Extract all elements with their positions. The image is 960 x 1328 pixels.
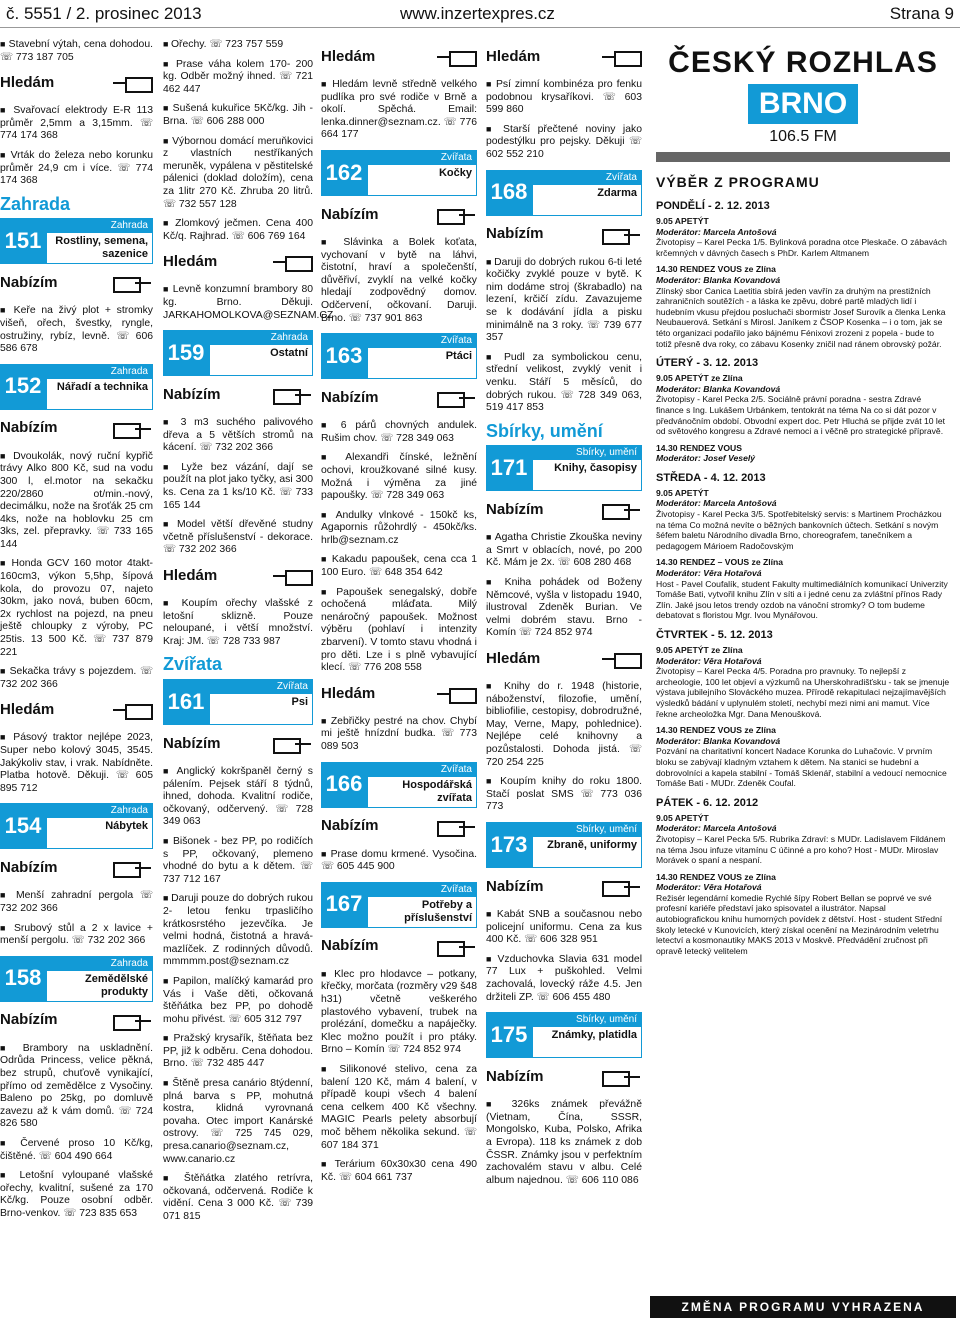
page-number: Strana 9 xyxy=(889,4,954,23)
section-nabizim xyxy=(486,1066,642,1088)
section-nabizim xyxy=(0,272,153,294)
ad-item: ■ Kniha pohádek od Boženy Němcové, vyšla v listopadu 1940, ilustroval Zdeněk Burian. Ve velmi dobrém stavu. Brno - Komín ☏ 724 852 974 xyxy=(486,576,642,640)
ad-item: ■ Lyže bez vázání, dají se použít na plot jako tyčky, asi 300 ks. Cena za 1 ks/10 Kč. ☏ 733 165 144 xyxy=(163,461,313,512)
arrow-out-icon xyxy=(113,275,153,291)
rubric-body xyxy=(46,218,153,264)
arrow-out-icon xyxy=(437,207,477,223)
section-nabizim xyxy=(321,816,477,838)
slot-time: 14.30 RENDEZ VOUS xyxy=(656,442,742,453)
rubric-category: Sbírky, umění xyxy=(533,446,641,460)
rubric-body xyxy=(46,956,153,1002)
ad-item: ■ Pudl za symbolickou cenu, střední velikost, zvyklý venit i venku. Stáří 5 měsíců, do dobrých rukou. ☏ 728 349 063, 519 417 853 xyxy=(486,351,642,415)
section-nabizim xyxy=(163,384,313,406)
ad-item: ■ Brambory na uskladnění. Odrůda Princess, velice pěkná, bez strupů, chuťově vynikající, přímo od zemědělce z Vysočiny. Baleno po 25kg, po domluvě zavezu až k vám domů. ☏ 724 826 580 xyxy=(0,1042,153,1131)
rubric-173 xyxy=(486,822,642,868)
rubric-171 xyxy=(486,445,642,491)
section-hledam xyxy=(0,699,153,721)
section-nabizim xyxy=(321,936,477,958)
program-slot xyxy=(656,488,950,552)
ad-item: ■ Dvoukolák, nový ruční kypřič trávy Alko 800 Kč, sud na vodu 300 l, el.motor na sekačku 220/2860 ot/min.-nový, decimálku, nože na šroťák 25 cm 4ks, nože na hoblovku 25 cm 3ks, zel. přepravky. ☏ 733 165 144 xyxy=(0,450,153,552)
rubric-body xyxy=(532,445,642,491)
section-hledam xyxy=(486,46,642,68)
arrow-out-icon xyxy=(437,939,477,955)
arrow-out-icon xyxy=(273,736,313,752)
slot-moderator: Moderátor: Věra Hotařová xyxy=(656,882,762,893)
rubric-158 xyxy=(0,956,153,1002)
ad-item: ■ Slávinka a Bolek koťata, vychovaní v bytě na láhvi, čistotní, hraví a společenští, důvěřiví, zvyklí na velké kočky hledají zodpovědný domov. Odčervení, očkovaní. Daruji. Brno. ☏ 737 901 863 xyxy=(321,236,477,325)
section-label: Hledám xyxy=(0,73,55,91)
rubric-title: Potřeby a příslušenství xyxy=(404,898,472,924)
ad-item: ■ Štěně presa canário 8týdenní, plná barva s PP, mohutná kostra, klidná vyrovnaná povaha. Otec import Kanárské ostrovy. ☏ 725 745 029, presa.canario@seznam.cz, www.canario.cz xyxy=(163,1077,313,1166)
program-slot xyxy=(656,216,950,258)
radio-logo: ČESKÝ ROZHLAS xyxy=(668,46,938,79)
ad-item: ■ Vrták do železa nebo korunku průměr 24,9 cm i více. ☏ 774 174 368 xyxy=(0,149,153,188)
section-label: Hledám xyxy=(163,566,218,584)
slot-moderator: Moderátor: Věra Hotařová xyxy=(656,568,762,579)
section-label: Nabízím xyxy=(0,419,58,437)
ad-item: ■ Koupím ořechy vlašské z letošní sklizně. Pouze neloupané, i větší množství. Kraj: JM. ☏ 728 733 987 xyxy=(163,597,313,648)
rubric-title: Nářadí a technika xyxy=(56,380,148,393)
rubric-title: Rostliny, semena, sazenice xyxy=(55,235,148,261)
rubric-number: 175 xyxy=(486,1012,532,1058)
arrow-in-icon xyxy=(273,568,313,584)
program-slot xyxy=(656,813,950,866)
ad-item: ■ Zlomkový ječmen. Cena 400 Kč/q. Rajhrad. ☏ 606 769 164 xyxy=(163,217,313,243)
section-label: Hledám xyxy=(0,701,55,719)
rubric-category: Sbírky, umění xyxy=(533,1013,641,1027)
program-slot xyxy=(656,373,950,437)
rubric-category: Zahrada xyxy=(210,331,312,345)
rubric-number: 158 xyxy=(0,956,46,1002)
ad-item: ■ Ořechy. ☏ 723 757 559 xyxy=(163,38,313,52)
arrow-out-icon xyxy=(602,879,642,895)
rubric-body xyxy=(532,170,642,216)
rubric-title: Kočky xyxy=(438,166,472,179)
program-day: PÁTEK - 6. 12. 2012 xyxy=(656,796,759,809)
slot-time: 14.30 RENDEZ VOUS ze Zlína xyxy=(656,725,776,736)
ad-item: ■ Terárium 60x30x30 cena 490 Kč. ☏ 604 661 737 xyxy=(321,1158,477,1184)
rubric-category: Zvířata xyxy=(368,334,476,348)
ad-item: ■ Daruji pouze do dobrých rukou 2- letou fenku trpasličího krátkosrstého jezevčíka. Je velmi hodná, čistotná a hravá-mazlíček. Z rodinných důvodů. mmmmm.post@seznam.cz xyxy=(163,892,313,969)
arrow-in-icon xyxy=(437,686,477,702)
ad-item: ■ Levně konzumní brambory 80 kg. Brno. Děkuji. JARKAHOMOLKOVA@SEZNAM.CZ xyxy=(163,283,313,322)
ad-item: ■ Stavební výtah, cena dohodou. ☏ 773 187 705 xyxy=(0,38,153,64)
rubric-category: Zahrada xyxy=(47,219,152,233)
ad-item: ■ 326ks známek převážně (Vietnam, Čína, SSSR, Mongolsko, Kuba, Polsko, Afrika a Evropa). 118 ks známek z dob ČSSR. Známky jsou v perfektním zachovalém stavu v albu. Celé album najednou. ☏ 606 110 086 xyxy=(486,1098,642,1187)
ad-item: ■ Klec pro hlodavce – potkany, křečky, morčata (rozměry v29 š48 h31) včetně veškerého plastového vybavení, trubek na prolézání, domečku a napáječky. Klec možno použít i pro ptáky. Brno – Komín ☏ 724 852 974 xyxy=(321,968,477,1057)
ad-item: ■ 6 párů chovných andulek. Rušim chov. ☏ 728 349 063 xyxy=(321,419,477,445)
rubric-title: Psi xyxy=(291,696,308,708)
slot-description: Režisér legendární komedie Rychlé šípy Robert Bellan se poprvé ve své profesní kariéře představí jako spisovatel a ilustrátor. Napsal autobiografickou knihu humorných povídek z dětství. Host - student Střední školy letecké v Kunovicích, který získal ocenění na Mezinárodním veletrhu letectví a kosmonautiky MAKS 2013 v Moskvě. Předvádění zručnost při opravě letecký velitelem xyxy=(656,892,943,956)
rubric-159 xyxy=(163,330,313,376)
ad-item: ■ Alexandři čínské, ležnění ochovi, kroužkované silné kusy. Možná i výměna za jiné papoušky. ☏ 728 349 063 xyxy=(321,451,477,502)
rubric-number: 166 xyxy=(321,762,367,808)
ad-item: ■ Anglický kokršpaněl černý s pálením. Pejsek stáří 8 týdnů, ihned, dohoda. Kvalitní rodiče, očkovaný, odčervený. ☏ 728 349 063 xyxy=(163,765,313,829)
slot-moderator: Moderátor: Marcela Antošová xyxy=(656,823,777,834)
rubric-number: 162 xyxy=(321,150,367,196)
arrow-out-icon xyxy=(273,387,313,403)
arrow-out-icon xyxy=(113,1013,153,1029)
section-nabizim xyxy=(486,224,642,246)
arrow-out-icon xyxy=(437,819,477,835)
rubric-body xyxy=(367,150,477,196)
section-nabizim xyxy=(486,876,642,898)
category-heading: Zvířata xyxy=(163,654,223,675)
rubric-body xyxy=(209,679,313,725)
ad-item: ■ Koupím knihy do roku 1800. Stačí poslat SMS ☏ 773 036 773 xyxy=(486,775,642,814)
rubric-category: Zahrada xyxy=(47,957,152,971)
ad-item: ■ Papoušek senegalský, dobře ochočená mláďata. Milý nenáročný papoušek. Možnost výběru (pohlaví i intenzity zbarvení). V tomto stavu vhodná i pro děti. Lze i s plně vybavující klecí. ☏ 776 208 558 xyxy=(321,586,477,675)
column-3 xyxy=(321,38,477,1324)
arrow-in-icon xyxy=(602,49,642,65)
category-heading: Sbírky, umění xyxy=(486,420,603,441)
section-label: Nabízím xyxy=(0,274,58,292)
section-hledam xyxy=(163,251,313,273)
rubric-number: 151 xyxy=(0,218,46,264)
program-day: ČTVRTEK - 5. 12. 2013 xyxy=(656,629,773,641)
ad-item: ■ Zebřičky pestré na chov. Chybí mi ještě hnízdní budka. ☏ 773 089 503 xyxy=(321,715,477,754)
rubric-166 xyxy=(321,762,477,808)
slot-time: 9.05 APETÝT xyxy=(656,216,709,226)
section-hledam xyxy=(486,648,642,670)
ad-item: ■ Štěňátka zlatého retrívra, očkovaná, odčervená. Rodiče k vidění. Cena 3 000 Kč. ☏ 739 071 815 xyxy=(163,1172,313,1223)
category-heading: Zahrada xyxy=(0,193,71,214)
rubric-category: Zahrada xyxy=(47,804,152,818)
rubric-body xyxy=(367,762,477,808)
slot-description: Životopisy - Karel Pecka 2/5. Sociálně právní poradna - sestra Zdravé finance s Ing. Lukášem Urbánkem, tentokrát na téma Na co si dát pozor v předvánočním období. Obvodní expert doc. Petr Hluchá se přijde zvát 10 let od světového kongresu a Zdravé nemoci a i věčně pro strategické přípravě. xyxy=(656,394,946,437)
column-2 xyxy=(163,38,334,1324)
rubric-category: Zahrada xyxy=(47,365,152,379)
section-label: Hledám xyxy=(486,47,541,65)
rubric-title: Zemědělské produkty xyxy=(85,972,148,998)
program-footer: ZMĚNA PROGRAMU VYHRAZENA xyxy=(650,1296,956,1318)
slot-moderator: Moderátor: Blanka Kovandová xyxy=(656,383,781,394)
section-label: Nabízím xyxy=(0,859,58,877)
slot-time: 14.30 RENDEZ – VOUS ze Zlína xyxy=(656,557,784,568)
rubric-number: 154 xyxy=(0,803,46,849)
rubric-161 xyxy=(163,679,313,725)
section-label: Hledám xyxy=(486,649,541,667)
rubric-152 xyxy=(0,364,153,410)
rubric-body xyxy=(532,822,642,868)
rubric-title: Ptáci xyxy=(445,350,472,363)
program-days xyxy=(650,200,956,956)
rubric-category: Zvířata xyxy=(210,680,312,694)
section-nabizim xyxy=(321,387,477,409)
watermark-text: ČESKÝ ROZHLAS xyxy=(877,198,955,797)
arrow-in-icon xyxy=(113,702,153,718)
program-slot xyxy=(656,443,950,464)
rubric-title: Ostatní xyxy=(270,347,308,360)
rubric-151 xyxy=(0,218,153,264)
rubric-number: 168 xyxy=(486,170,532,216)
rubric-167 xyxy=(321,882,477,928)
ad-item: ■ Bišonek - bez PP, po rodičích s PP, očkovaný, plemeno vhodné do bytu a k dětem. ☏ 737 712 167 xyxy=(163,835,313,886)
program-slot xyxy=(656,557,950,621)
ad-item: ■ Pásový traktor nejlépe 2023, Super nebo kolový 3045, 3545. Jakýkoliv stav, i vrak. Nabídněte. Platba hotově. Děkuji. ☏ 605 895 712 xyxy=(0,731,153,795)
ad-item: ■ Prase váha kolem 170- 200 kg. Odběr možný ihned. ☏ 721 462 447 xyxy=(163,58,313,97)
arrow-out-icon xyxy=(437,390,477,406)
arrow-in-icon xyxy=(437,49,477,65)
slot-moderator: Moderátor: Blanka Kovandová xyxy=(656,735,781,746)
section-nabizim xyxy=(0,857,153,879)
arrow-in-icon xyxy=(602,651,642,667)
slot-description: Pozvání na charitativní koncert Nadace Korunka do Luhačovic. V prvním bloku se zabývají kladným vztahem k dětem. Na stanici se hudební a dobrovolníci a kapela stabilní - Tomáš Sklenář, stabilní a vedoucí nemocnice Tomáše Bati - MUDr. Zdeněk Coufal. xyxy=(656,746,947,789)
program-day: ÚTERÝ - 3. 12. 2013 xyxy=(656,357,759,370)
ad-item: ■ Srubový stůl a 2 x lavice + menší pergolu. ☏ 732 202 366 xyxy=(0,922,153,948)
program-slot xyxy=(656,264,950,349)
section-label: Hledám xyxy=(163,253,218,271)
section-label: Nabízím xyxy=(321,817,379,835)
section-hledam xyxy=(321,46,477,68)
ad-item: ■ Starší přečtené noviny jako podestýlku pro pejsky. Děkuji ☏ 602 552 210 xyxy=(486,123,642,162)
rubric-category: Sbírky, umění xyxy=(533,823,641,837)
slot-description: Životopisy - Karel Pecka 3/5. Spotřebitelský servis: s Martinem Procházkou na téma Co možná nevíte o běžných bankovních účtech. Setkání s novým šéfem baletu Národního divadla Brno, choreografem, tanečníkem a pedagogem Márioem Radočovským xyxy=(656,509,942,551)
section-hledam xyxy=(163,565,313,587)
rubric-number: 173 xyxy=(486,822,532,868)
slot-time: 9.05 APETÝT xyxy=(656,812,709,823)
section-label: Hledám xyxy=(321,684,376,702)
ad-item: ■ Daruji do dobrých rukou 6-ti leté kočičky zvyklé pouze v bytě. K nim dodáme stroj (škrabadlo) na lezení, krčičí zídu. Zavazujeme se k dodávání jídla a pisku minimálně na 3 roky. ☏ 739 677 357 xyxy=(486,256,642,345)
slot-time: 14.30 RENDEZ VOUS ze Zlína xyxy=(656,264,776,275)
rubric-number: 167 xyxy=(321,882,367,928)
section-label: Nabízím xyxy=(0,1011,58,1029)
ad-item: ■ Kakadu papoušek, cena cca 1 100 Euro. ☏ 648 354 642 xyxy=(321,553,477,579)
column-1 xyxy=(0,38,153,1324)
radio-program-box xyxy=(650,38,956,1324)
ad-item: ■ Andulky vlnkové - 150kč ks, Agapornis růžohrdlý - 450kč/ks. hrlb@seznam.cz xyxy=(321,509,477,548)
ad-item: ■ Papilon, malíčký kamarád pro Vás i Vaše děti, očkovaná štěňátka bez PP, po dohodě mohu přivést. ☏ 605 312 797 xyxy=(163,975,313,1026)
ad-item: ■ Letošní vyloupané vlašské ořechy, kvalitní, sušené za 170 Kč/kg. Pouze osobní odběr. Brno-venkov. ☏ 723 835 653 xyxy=(0,1169,153,1220)
program-title: VÝBĚR Z PROGRAMU xyxy=(656,174,820,190)
rubric-154 xyxy=(0,803,153,849)
rubric-175 xyxy=(486,1012,642,1058)
section-hledam xyxy=(0,72,153,94)
ad-item: ■ Pražský krysařík, štěňata bez PP, již k odběru. Cena dohodou. Brno. ☏ 732 485 447 xyxy=(163,1032,313,1071)
arrow-out-icon xyxy=(602,227,642,243)
slot-time: 9.05 APETÝT xyxy=(656,487,709,498)
rubric-163 xyxy=(321,333,477,379)
rubric-162 xyxy=(321,150,477,196)
ad-item: ■ Hledám levně středně velkého pudlíka pro své rodiče v Brně a okolí. Spěchá. Email: lenka.dinner@seznam.cz. ☏ 776 664 177 xyxy=(321,78,477,142)
ad-item: ■ Prase domu krmené. Vysočina. ☏ 605 445 900 xyxy=(321,848,477,874)
rubric-category: Zvířata xyxy=(368,763,476,777)
rubric-number: 171 xyxy=(486,445,532,491)
ad-item: ■ Vzduchovka Slavia 631 model 77 Lux + puškohled. Velmi zachovalá, lovecký ráže 4.5. Jen držiteli ZP. ☏ 606 455 480 xyxy=(486,953,642,1004)
ad-item: ■ 3 m3 suchého palivového dřeva a 5 větších stromů na kácení. ☏ 732 202 366 xyxy=(163,416,313,455)
ad-item: ■ Sekačka trávy s pojezdem. ☏ 732 202 366 xyxy=(0,665,153,691)
rubric-title: Známky, platidla xyxy=(551,1029,637,1042)
radio-city: BRNO xyxy=(748,84,858,124)
slot-description: Host - Pavel Coufalík, student Fakulty multimediálních komunikací Univerzity Tomáše Bati, vytvořil knihu Zlín v síti a i jedné cenu za zvláštní přínos Rady Zlín. Jaké jsou letos trendy ozdob na vánoční stromky? O tom budeme debatovat s floristou Mgr. Ivou Mynářovou. xyxy=(656,578,948,621)
ad-item: ■ Výbornou domácí meruňkovici z vlastních nestříkaných meruněk, vypálena v pěstitelské pálenici (doklad doložím), cena za 1litr 270 Kč. Zhruba 20 litrů. ☏ 732 557 128 xyxy=(163,135,313,212)
section-nabizim xyxy=(486,499,642,521)
slot-time: 9.05 APETÝT ze Zlína xyxy=(656,373,743,384)
section-nabizim xyxy=(321,204,477,226)
section-label: Nabízím xyxy=(321,205,379,223)
section-label: Nabízím xyxy=(321,388,379,406)
column-4 xyxy=(486,38,642,1324)
section-nabizim xyxy=(0,1010,153,1032)
arrow-in-icon xyxy=(113,75,153,91)
page-header xyxy=(0,0,960,28)
ad-item: ■ Knihy do r. 1948 (historie, náboženství, filozofie, umění, bibliofilie, cestopisy, dobrodružné, May, Verne, Mapy, pohlednice). Nejlépe celé knihovny a pozůstalosti. Dohoda jistá. ☏ 720 254 225 xyxy=(486,680,642,769)
rubric-title: Nábytek xyxy=(105,820,148,833)
rubric-category: Zvířata xyxy=(368,151,476,165)
rubric-category: Zvířata xyxy=(368,883,476,897)
rubric-number: 161 xyxy=(163,679,209,725)
rubric-body xyxy=(46,364,153,410)
arrow-out-icon xyxy=(113,421,153,437)
issue-info: č. 5551 / 2. prosinec 2013 xyxy=(6,4,202,23)
ad-item: ■ Model větší dřevěné studny včetně příslušenství - dekorace. ☏ 732 202 366 xyxy=(163,518,313,557)
rubric-number: 152 xyxy=(0,364,46,410)
radio-frequency: 106.5 FM xyxy=(769,128,837,145)
rubric-number: 159 xyxy=(163,330,209,376)
arrow-out-icon xyxy=(602,502,642,518)
slot-moderator: Moderátor: Blanka Kovandová xyxy=(656,274,781,285)
rubric-body xyxy=(209,330,313,376)
website-url[interactable]: www.inzertexpres.cz xyxy=(400,4,555,23)
ad-item: ■ Psí zimní kombinéza pro fenku podobnou krysaříkovi. ☏ 603 599 860 xyxy=(486,78,642,117)
section-label: Nabízím xyxy=(486,1067,544,1085)
rubric-category: Zvířata xyxy=(533,171,641,185)
rubric-title: Hospodářská zvířata xyxy=(402,778,472,804)
slot-description: Životopisy – Karel Pecka 4/5. Poradna pro pravnuky. To nejlepší z archeologie, 100 let objeví a výzkumů na Uherskohradišťsku - tak se jmenuje výstava jubilejního Slováckého muzea. Přírodě rekapitulaci nejzajímavějších výsledků bádání v uplynulém století, nechybí mezi nimi ani mamut. Více řekne archeoložka Mgr. Dana Menoušková. xyxy=(656,666,950,719)
slot-description: Životopisy – Karel Pecka 1/5. Bylinková poradna otce Pleskače. O zábavách krčemných v dávných časech s PhDr. Karlem Altmanem xyxy=(656,237,947,258)
ad-item: ■ Honda GCV 160 motor 4takt-160cm3, výkon 5,5hp, šípová kola, do provozu 07, najeto 30km, jako nová, buben 60cm, 2x rychlost na pojezd, na pneu ještě chloupky z výroby, PC 25tis. 13 500 Kč. ☏ 737 879 221 xyxy=(0,557,153,659)
program-day: PONDĚLÍ - 2. 12. 2013 xyxy=(656,200,770,212)
section-label: Hledám xyxy=(321,47,376,65)
section-label: Nabízím xyxy=(486,500,544,518)
program-slot xyxy=(656,872,950,957)
slot-time: 14.30 RENDEZ VOUS ze Zlína xyxy=(656,871,776,882)
program-slot xyxy=(656,725,950,789)
ad-item: ■ Sušená kukuřice 5Kč/kg. Jih - Brna. ☏ 606 288 000 xyxy=(163,102,313,128)
section-label: Nabízím xyxy=(163,385,221,403)
arrow-in-icon xyxy=(273,254,313,270)
slot-moderator: Moderátor: Věra Hotařová xyxy=(656,655,762,666)
ad-item: ■ Silikonové stelivo, cena za balení 120 Kč, mám 4 balení, v případě koupi všech 4 balení cena celkem 400 Kč všechny. MAGIC Pearls pelety absorbují moč během několika sekund. ☏ 607 184 371 xyxy=(321,1063,477,1152)
frequency-strip xyxy=(656,152,950,162)
section-hledam xyxy=(321,683,477,705)
section-label: Nabízím xyxy=(163,734,221,752)
slot-moderator: Moderátor: Marcela Antošová xyxy=(656,498,777,509)
ad-item: ■ Kabát SNB a současnou nebo policejní uniformu. Cena za kus 400 Kč. ☏ 606 328 951 xyxy=(486,908,642,947)
rubric-body xyxy=(367,333,477,379)
section-label: Nabízím xyxy=(321,937,379,955)
rubric-title: Zbraně, uniformy xyxy=(547,838,637,851)
rubric-168 xyxy=(486,170,642,216)
ad-item: ■ Červené proso 10 Kč/kg, čištěné. ☏ 604 490 664 xyxy=(0,1137,153,1163)
rubric-number: 163 xyxy=(321,333,367,379)
slot-description: Zlínský sbor Canica Laetitia sbírá jeden vavřín za druhým na prestižních zahraničních soutěžích - a láska ke zpěvu, dobré partě mladých lidí i hudebním vkusu přejdou posluchači sbormistr Josef Surovík a členka Lenka Neubauerová. Setkání s Mirosl. Janíkem z ČSOP Kosenka – i o tom, jak se této organizaci podařilo jako bájnému Fénixovi zrozeni z popela - bude to totiž přesně dva roky, co zábavu Kosenky zničil nad ránem obrovský požár. xyxy=(656,285,946,349)
program-slot xyxy=(656,645,950,719)
rubric-title: Knihy, časopisy xyxy=(554,462,637,475)
ad-item: ■ Svařovací elektrody E-R 113 průměr 2,5mm a 3,15mm. ☏ 774 174 368 xyxy=(0,104,153,143)
rubric-title: Zdarma xyxy=(597,186,637,199)
rubric-body xyxy=(532,1012,642,1058)
slot-moderator: Moderátor: Josef Veselý xyxy=(656,453,756,464)
section-nabizim xyxy=(163,733,313,755)
program-day: STŘEDA - 4. 12. 2013 xyxy=(656,471,766,484)
slot-time: 9.05 APETÝT ze Zlína xyxy=(656,645,743,655)
arrow-out-icon xyxy=(602,1069,642,1085)
section-label: Nabízím xyxy=(486,877,544,895)
ad-item: ■ Menší zahradní pergola ☏ 732 202 366 xyxy=(0,889,153,915)
rubric-body xyxy=(46,803,153,849)
rubric-body xyxy=(367,882,477,928)
section-label: Nabízím xyxy=(486,225,544,243)
slot-description: Životopisy – Karel Pecka 5/5. Rubrika Zdraví: s MUDr. Ladislavem Fildánem na téma Jsou infuze vitamínu C účinné a pro koho? Host - MUDr. Miroslav Morávek o spaní a nespaní. xyxy=(656,833,946,866)
slot-moderator: Moderátor: Marcela Antošová xyxy=(656,226,777,237)
ad-item: ■ Keře na živý plot + stromky višeň, ořech, švestky, ryngle, ostružiny, rybíz, levně. ☏ 606 586 678 xyxy=(0,304,153,355)
section-nabizim xyxy=(0,418,153,440)
ad-item: ■ Agatha Christie Zkouška neviny a Smrt v oblacích, nové, po 200 Kč. Mám je 2x. ☏ 608 280 468 xyxy=(486,531,642,570)
arrow-out-icon xyxy=(113,860,153,876)
